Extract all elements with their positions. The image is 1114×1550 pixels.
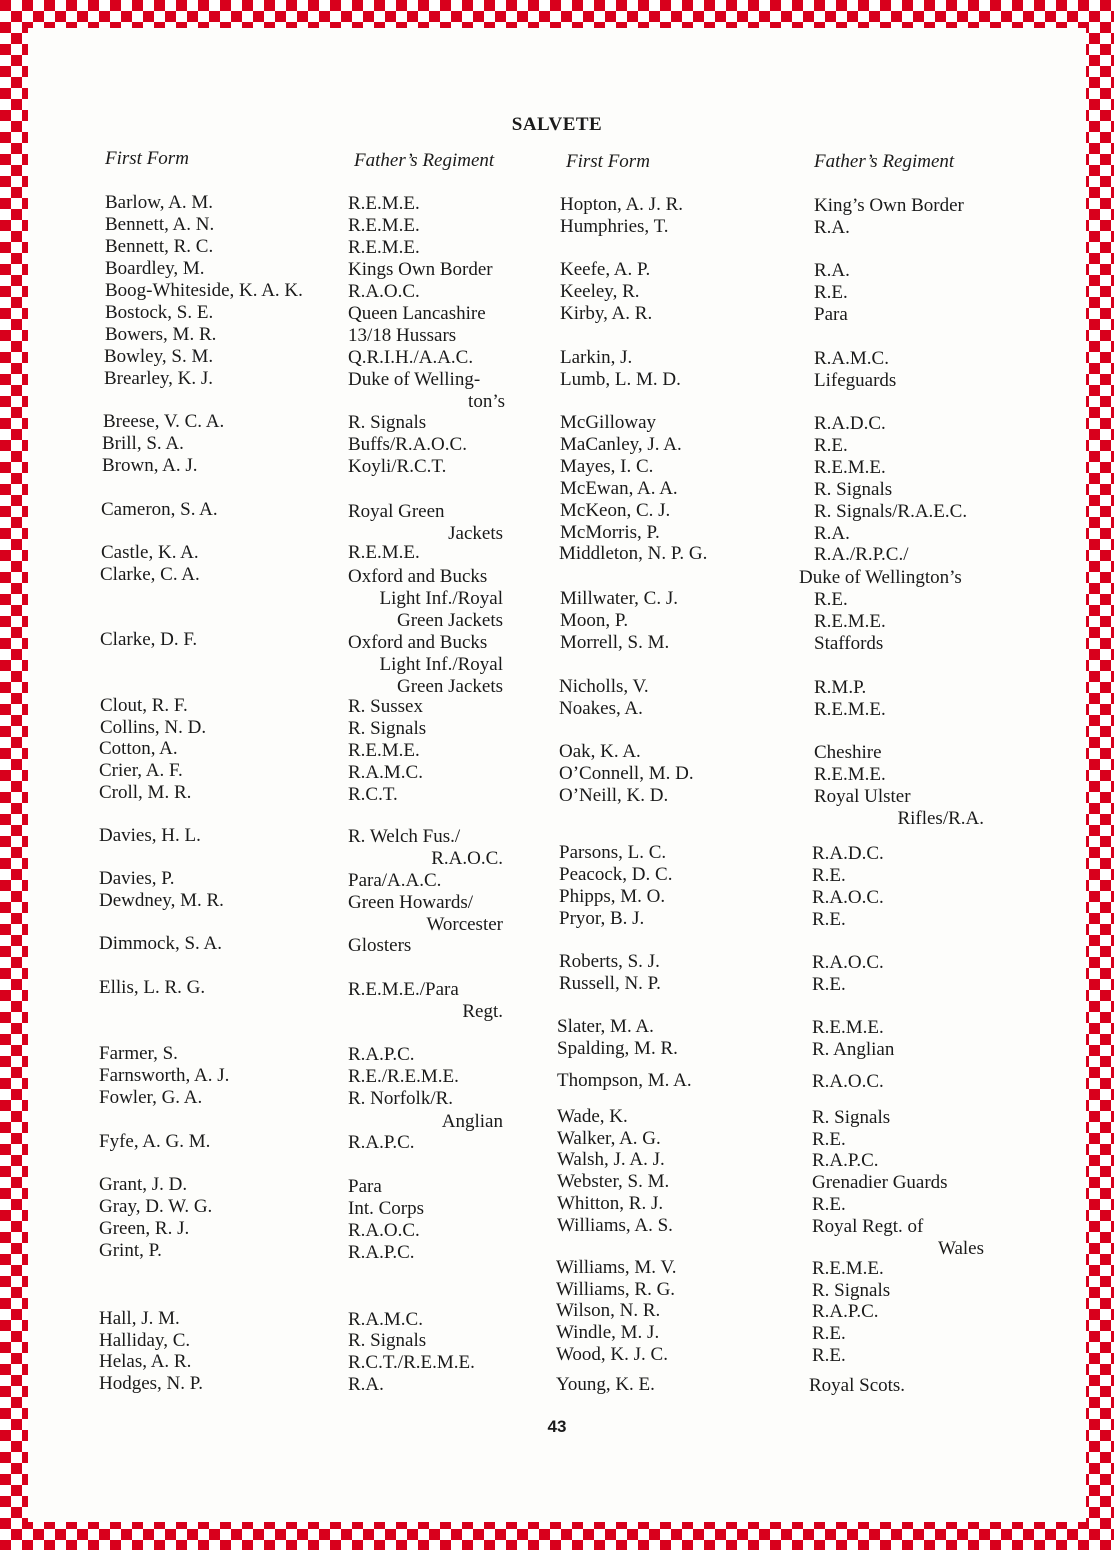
right-student-name: Young, K. E. <box>556 1374 655 1395</box>
left-father-regiment: Koyli/R.C.T. <box>348 456 447 477</box>
left-father-regiment: R.A.P.C. <box>348 1132 415 1153</box>
right-father-regiment: R.A.P.C. <box>812 1150 879 1171</box>
right-father-regiment: R.A.O.C. <box>812 887 884 908</box>
right-student-name: O’Neill, K. D. <box>559 785 669 806</box>
left-father-regiment: R.C.T. <box>348 784 398 805</box>
left-father-regiment: Q.R.I.H./A.A.C. <box>348 347 474 368</box>
left-student-name: Cotton, A. <box>99 738 178 759</box>
right-student-name: Phipps, M. O. <box>559 886 666 907</box>
left-father-regiment: Glosters <box>348 935 412 956</box>
left-student-name: Hodges, N. P. <box>99 1373 203 1394</box>
left-student-name: Davies, P. <box>99 868 175 889</box>
left-father-regiment: Oxford and Bucks <box>348 566 488 587</box>
right-student-name: Walsh, J. A. J. <box>557 1149 665 1170</box>
header-first-form-right: First Form <box>566 151 650 172</box>
right-student-name: Williams, M. V. <box>556 1257 677 1278</box>
right-student-name: Walker, A. G. <box>557 1128 661 1149</box>
right-student-name: Windle, M. J. <box>556 1322 660 1343</box>
left-father-regiment: Royal Green <box>348 501 445 522</box>
left-father-regiment: 13/18 Hussars <box>348 325 457 346</box>
left-student-name: Clarke, C. A. <box>100 564 200 585</box>
left-father-regiment: Para/A.A.C. <box>348 870 442 891</box>
left-father-regiment: R. Signals <box>348 412 427 433</box>
right-student-name: MaCanley, J. A. <box>560 434 682 455</box>
left-father-regiment: Para <box>348 1176 382 1197</box>
right-father-regiment: R. Signals <box>814 479 893 500</box>
right-student-name: McKeon, C. J. <box>560 500 671 521</box>
left-father-regiment: R.A.O.C. <box>431 848 503 869</box>
right-father-regiment: Royal Regt. of <box>812 1216 924 1237</box>
page-title: SALVETE <box>511 114 603 135</box>
left-student-name: Boardley, M. <box>105 258 205 279</box>
right-father-regiment: R.A. <box>814 523 850 544</box>
left-father-regiment: R.C.T./R.E.M.E. <box>348 1352 475 1373</box>
header-first-form-left: First Form <box>105 148 189 169</box>
right-father-regiment: R.A./R.P.C./ <box>814 544 909 565</box>
left-student-name: Brill, S. A. <box>102 433 184 454</box>
right-father-regiment: R.E. <box>814 435 848 456</box>
right-student-name: Keeley, R. <box>560 281 640 302</box>
left-father-regiment: Green Jackets <box>396 610 503 631</box>
left-student-name: Bostock, S. E. <box>105 302 214 323</box>
right-father-regiment: R. Signals <box>812 1280 891 1301</box>
header-regiment-left: Father’s Regiment <box>354 150 495 171</box>
right-father-regiment: R.E. <box>812 1323 846 1344</box>
right-student-name: Moon, P. <box>560 610 629 631</box>
right-father-regiment: R.E. <box>812 1194 846 1215</box>
left-father-regiment: Oxford and Bucks <box>348 632 488 653</box>
right-father-regiment: R. Anglian <box>812 1039 895 1060</box>
right-student-name: Noakes, A. <box>559 698 643 719</box>
right-father-regiment: R.E. <box>814 282 848 303</box>
right-student-name: Thompson, M. A. <box>557 1070 692 1091</box>
left-student-name: Farmer, S. <box>99 1043 178 1064</box>
left-student-name: Bowers, M. R. <box>105 324 217 345</box>
right-father-regiment: R.E. <box>812 1345 846 1366</box>
left-student-name: Bennett, A. N. <box>105 214 215 235</box>
right-student-name: Morrell, S. M. <box>560 632 670 653</box>
right-father-regiment: R.A. <box>814 217 850 238</box>
left-student-name: Clarke, D. F. <box>100 629 198 650</box>
right-father-regiment: R.A.O.C. <box>812 952 884 973</box>
right-father-regiment: R.E.M.E. <box>814 611 886 632</box>
right-student-name: Lumb, L. M. D. <box>560 369 681 390</box>
left-father-regiment: R. Signals <box>348 718 427 739</box>
right-student-name: Russell, N. P. <box>559 973 661 994</box>
left-father-regiment: R.E./R.E.M.E. <box>348 1066 459 1087</box>
right-father-regiment: Lifeguards <box>814 370 897 391</box>
right-father-regiment: R.E.M.E. <box>812 1258 884 1279</box>
left-father-regiment: R.A.O.C. <box>348 1220 420 1241</box>
right-student-name: McGilloway <box>560 412 657 433</box>
right-father-regiment: Staffords <box>814 633 884 654</box>
left-father-regiment: ton’s <box>468 391 505 412</box>
right-father-regiment: R.E.M.E. <box>812 1017 884 1038</box>
left-student-name: Ellis, L. R. G. <box>99 977 206 998</box>
right-father-regiment: R.E.M.E. <box>814 764 886 785</box>
right-father-regiment: Wales <box>938 1238 984 1259</box>
right-student-name: Oak, K. A. <box>559 741 641 762</box>
left-student-name: Helas, A. R. <box>99 1351 192 1372</box>
left-father-regiment: R.A.M.C. <box>348 762 423 783</box>
left-father-regiment: Regt. <box>462 1001 503 1022</box>
left-student-name: Fyfe, A. G. M. <box>99 1131 211 1152</box>
right-father-regiment: Royal Scots. <box>809 1375 906 1396</box>
right-student-name: Williams, A. S. <box>557 1215 673 1236</box>
left-student-name: Dimmock, S. A. <box>99 933 222 954</box>
left-student-name: Collins, N. D. <box>100 717 207 738</box>
right-student-name: Pryor, B. J. <box>559 908 645 929</box>
left-student-name: Davies, H. L. <box>99 825 201 846</box>
left-father-regiment: Duke of Welling- <box>348 369 481 390</box>
left-student-name: Dewdney, M. R. <box>99 890 224 911</box>
left-father-regiment: Green Jackets <box>396 676 503 697</box>
right-father-regiment: Grenadier Guards <box>812 1172 948 1193</box>
left-father-regiment: Anglian <box>441 1111 503 1132</box>
left-student-name: Barlow, A. M. <box>105 192 214 213</box>
left-father-regiment: Worcester <box>426 914 503 935</box>
left-student-name: Castle, K. A. <box>101 542 199 563</box>
left-father-regiment: R.A.O.C. <box>348 281 420 302</box>
left-father-regiment: R.E.M.E. <box>348 215 420 236</box>
left-student-name: Boog-Whiteside, K. A. K. <box>105 280 303 301</box>
right-student-name: Wade, K. <box>557 1106 628 1127</box>
right-father-regiment: R.A. <box>814 260 850 281</box>
right-student-name: Roberts, S. J. <box>559 951 660 972</box>
left-student-name: Farnsworth, A. J. <box>99 1065 230 1086</box>
left-student-name: Fowler, G. A. <box>99 1087 203 1108</box>
left-father-regiment: R. Sussex <box>348 696 423 717</box>
right-student-name: Slater, M. A. <box>557 1016 654 1037</box>
left-father-regiment: R.A.P.C. <box>348 1242 415 1263</box>
left-father-regiment: R.E.M.E./Para <box>348 979 459 1000</box>
right-father-regiment: R.E. <box>812 1129 846 1150</box>
right-student-name: Hopton, A. J. R. <box>560 194 683 215</box>
header-regiment-right: Father’s Regiment <box>814 151 955 172</box>
right-father-regiment: R.E.M.E. <box>814 457 886 478</box>
left-father-regiment: Light Inf./Royal <box>379 588 503 609</box>
left-father-regiment: R. Welch Fus./ <box>348 826 461 847</box>
left-father-regiment: R.A.P.C. <box>348 1044 415 1065</box>
right-father-regiment: Rifles/R.A. <box>897 808 984 829</box>
right-father-regiment: R.E. <box>812 974 846 995</box>
right-father-regiment: Royal Ulster <box>814 786 911 807</box>
left-student-name: Grant, J. D. <box>99 1174 188 1195</box>
left-father-regiment: Kings Own Border <box>348 259 493 280</box>
document-page <box>28 28 1086 1522</box>
left-father-regiment: R.E.M.E. <box>348 542 420 563</box>
right-student-name: Webster, S. M. <box>557 1171 670 1192</box>
left-father-regiment: R.E.M.E. <box>348 193 420 214</box>
left-student-name: Bowley, S. M. <box>104 346 214 367</box>
right-father-regiment: R.A.P.C. <box>812 1301 879 1322</box>
right-student-name: Williams, R. G. <box>556 1279 676 1300</box>
left-father-regiment: R.E.M.E. <box>348 740 420 761</box>
right-father-regiment: R.E. <box>812 865 846 886</box>
left-student-name: Brown, A. J. <box>102 455 198 476</box>
left-father-regiment: Queen Lancashire <box>348 303 486 324</box>
right-father-regiment: Para <box>814 304 848 325</box>
left-father-regiment: R. Norfolk/R. <box>348 1088 454 1109</box>
left-student-name: Breese, V. C. A. <box>103 411 225 432</box>
left-father-regiment: R.E.M.E. <box>348 237 420 258</box>
left-student-name: Cameron, S. A. <box>101 499 218 520</box>
left-father-regiment: R.A.M.C. <box>348 1309 423 1330</box>
page-number: 43 <box>547 1417 567 1436</box>
right-father-regiment: King’s Own Border <box>814 195 964 216</box>
left-student-name: Gray, D. W. G. <box>99 1196 213 1217</box>
right-student-name: Larkin, J. <box>560 347 633 368</box>
right-student-name: Spalding, M. R. <box>557 1038 678 1059</box>
left-student-name: Grint, P. <box>99 1240 162 1261</box>
left-father-regiment: R. Signals <box>348 1330 427 1351</box>
right-father-regiment: R.E.M.E. <box>814 699 886 720</box>
right-father-regiment: R.A.D.C. <box>812 843 884 864</box>
right-student-name: Kirby, A. R. <box>560 303 653 324</box>
right-student-name: Humphries, T. <box>560 216 669 237</box>
left-student-name: Croll, M. R. <box>99 782 192 803</box>
right-student-name: Keefe, A. P. <box>560 259 651 280</box>
right-father-regiment: R.M.P. <box>814 677 867 698</box>
left-student-name: Hall, J. M. <box>99 1308 180 1329</box>
right-student-name: O’Connell, M. D. <box>559 763 694 784</box>
left-father-regiment: Buffs/R.A.O.C. <box>348 434 467 455</box>
left-student-name: Halliday, C. <box>99 1330 191 1351</box>
right-student-name: Whitton, R. J. <box>557 1193 664 1214</box>
right-student-name: Mayes, I. C. <box>560 456 654 477</box>
right-father-regiment: R. Signals/R.A.E.C. <box>814 501 968 522</box>
right-student-name: Wood, K. J. C. <box>556 1344 668 1365</box>
left-father-regiment: Green Howards/ <box>348 892 474 913</box>
right-student-name: McEwan, A. A. <box>560 478 678 499</box>
left-father-regiment: Int. Corps <box>348 1198 424 1219</box>
right-student-name: Millwater, C. J. <box>560 588 678 609</box>
right-father-regiment: R.A.D.C. <box>814 413 886 434</box>
left-father-regiment: R.A. <box>348 1374 384 1395</box>
right-father-regiment: R.E. <box>814 589 848 610</box>
left-student-name: Bennett, R. C. <box>105 236 214 257</box>
left-father-regiment: Jackets <box>448 523 503 544</box>
left-student-name: Green, R. J. <box>99 1218 190 1239</box>
right-student-name: Middleton, N. P. G. <box>559 543 708 564</box>
left-student-name: Crier, A. F. <box>99 760 183 781</box>
right-father-regiment: R.A.O.C. <box>812 1071 884 1092</box>
right-father-regiment: R.A.M.C. <box>814 348 889 369</box>
right-student-name: Wilson, N. R. <box>556 1300 661 1321</box>
right-father-regiment: R. Signals <box>812 1107 891 1128</box>
right-student-name: Parsons, L. C. <box>559 842 667 863</box>
left-father-regiment: Light Inf./Royal <box>379 654 503 675</box>
right-student-name: McMorris, P. <box>560 522 660 543</box>
right-father-regiment: Cheshire <box>814 742 882 763</box>
right-student-name: Peacock, D. C. <box>559 864 673 885</box>
left-student-name: Brearley, K. J. <box>104 368 214 389</box>
right-father-regiment: Duke of Wellington’s <box>799 567 962 588</box>
right-student-name: Nicholls, V. <box>559 676 649 697</box>
left-student-name: Clout, R. F. <box>100 695 188 716</box>
right-father-regiment: R.E. <box>812 909 846 930</box>
